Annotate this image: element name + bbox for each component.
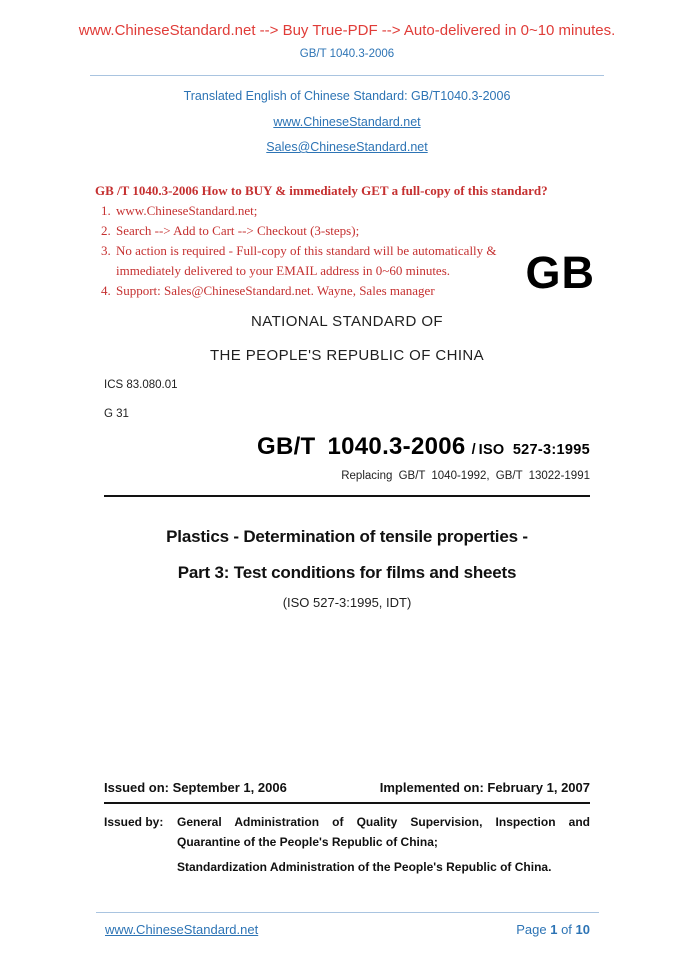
- standard-code-iso: ISO 527-3:1995: [478, 442, 590, 458]
- notice-steps: [95, 201, 557, 301]
- notice-step-3: 3. No action is required - Full-copy of this standard will be automatically & immediately delivered to your EMAIL address in 0~60 minutes.: [114, 241, 557, 281]
- ics-code: ICS 83.080.01: [104, 379, 178, 391]
- issuing-body-2: Standardization Administration of the People's Republic of China.: [177, 860, 552, 874]
- notice-heading: GB /T 1040.3-2006 How to BUY & immediately GET a full-copy of this standard?: [95, 183, 548, 198]
- issuing-bodies: [177, 812, 590, 877]
- page-footer: [96, 912, 599, 938]
- sales-link-row: [104, 140, 590, 155]
- issued-on-date: Issued on: September 1, 2006: [104, 780, 287, 795]
- iso-idt-note: (ISO 527-3:1995, IDT): [282, 595, 412, 610]
- implemented-on-date: Implemented on: February 1, 2007: [379, 780, 590, 795]
- page-number: 1: [550, 922, 558, 937]
- standard-code-main: GB/T 1040.3-2006: [256, 433, 466, 460]
- gb-logo: GB: [525, 247, 595, 298]
- promo-banner: www.ChineseStandard.net --> Buy True-PDF --> Auto-delivered in 0~10 minutes.: [78, 22, 616, 39]
- classification-code: G 31: [104, 408, 129, 420]
- title-divider: [104, 495, 590, 497]
- dates-divider: [104, 802, 590, 804]
- of-label: of: [561, 922, 572, 937]
- buy-notice: [95, 181, 557, 301]
- page-indicator: [516, 922, 590, 938]
- page-label: Page: [516, 922, 547, 937]
- doc-code-header: GB/T 1040.3-2006: [299, 48, 395, 60]
- standard-code: [104, 433, 590, 461]
- country-line: THE PEOPLE'S REPUBLIC OF CHINA: [209, 347, 485, 364]
- issuance-section: [104, 780, 590, 877]
- page-total: 10: [575, 922, 590, 937]
- notice-step-1: 1. www.ChineseStandard.net;: [114, 201, 557, 221]
- site-link[interactable]: www.ChineseStandard.net: [273, 115, 421, 129]
- issued-by-label: Issued by:: [104, 815, 164, 829]
- title-line-2: Part 3: Test conditions for films and sheets: [177, 563, 517, 582]
- sales-email-link[interactable]: Sales@ChineseStandard.net: [266, 140, 428, 154]
- national-standard-line: NATIONAL STANDARD OF: [251, 313, 443, 330]
- dates-row: [104, 780, 590, 796]
- notice-step-2: 2. Search --> Add to Cart --> Checkout (3-steps);: [114, 221, 557, 241]
- site-link-row: [104, 115, 590, 130]
- translated-note: Translated English of Chinese Standard: GB/T1040.3-2006: [183, 89, 511, 103]
- replacing-note: Replacing GB/T 1040-1992, GB/T 13022-1991: [341, 470, 590, 482]
- notice-step-4: 4. Support: Sales@ChineseStandard.net. Wayne, Sales manager: [114, 281, 557, 301]
- issued-by-block: [104, 812, 590, 877]
- top-divider: [90, 75, 604, 76]
- title-line-1: Plastics - Determination of tensile properties -: [166, 527, 528, 546]
- standard-code-separator: /: [471, 442, 476, 458]
- footer-row: [96, 922, 599, 938]
- footer-site-link[interactable]: www.ChineseStandard.net: [105, 922, 259, 937]
- issuing-body-1: General Administration of Quality Supervision, Inspection and Quarantine of the People's Republic of China;: [177, 815, 590, 849]
